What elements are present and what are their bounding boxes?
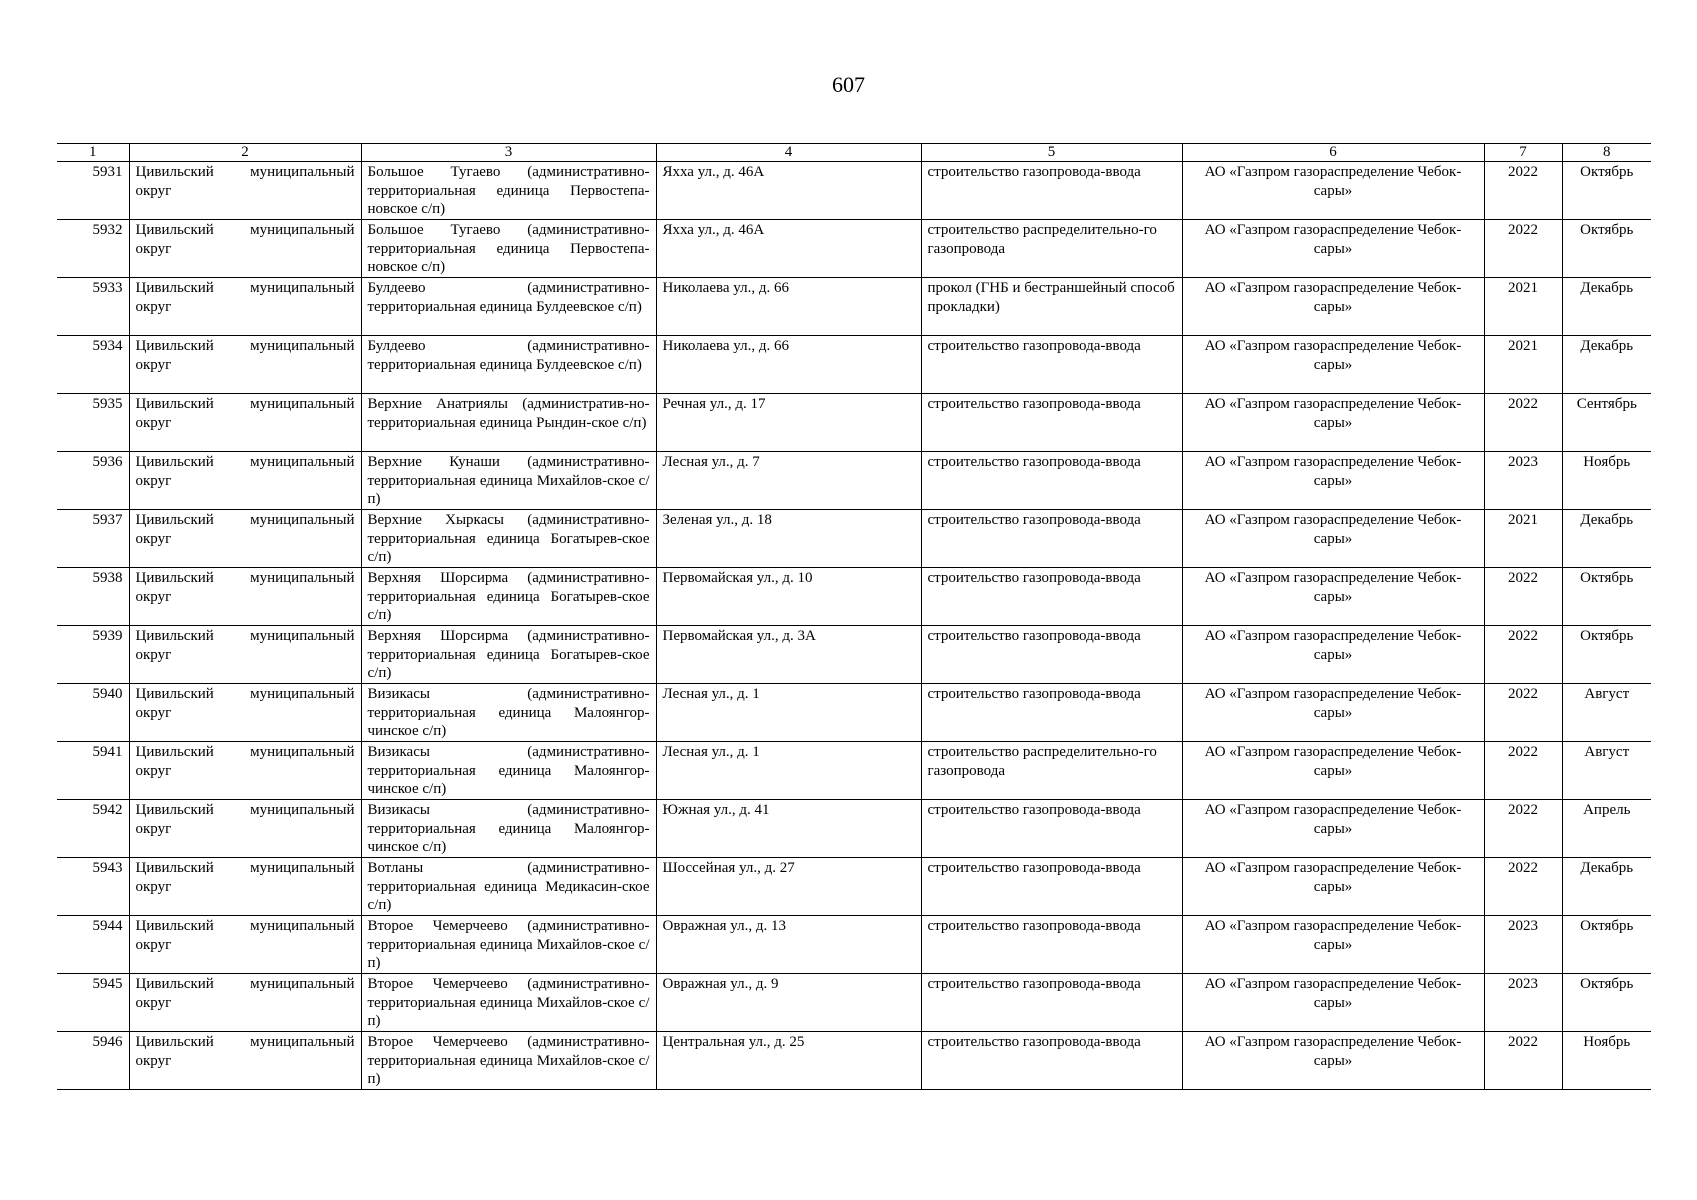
address-cell: Зеленая ул., д. 18 bbox=[656, 510, 921, 568]
district-cell: Цивильский муниципальный округ bbox=[129, 800, 361, 858]
work-type-cell: прокол (ГНБ и бестраншейный способ прокладки) bbox=[921, 278, 1182, 336]
column-header: 4 bbox=[656, 144, 921, 162]
month-cell: Октябрь bbox=[1562, 568, 1651, 626]
month-cell: Октябрь bbox=[1562, 162, 1651, 220]
address-cell: Лесная ул., д. 7 bbox=[656, 452, 921, 510]
column-header: 1 bbox=[57, 144, 129, 162]
district-cell: Цивильский муниципальный округ bbox=[129, 220, 361, 278]
table-row bbox=[57, 510, 1651, 568]
month-cell: Сентябрь bbox=[1562, 394, 1651, 452]
settlement-cell: Верхние Хыркасы (административно-территориальная единица Богатырев-ское с/п) bbox=[361, 510, 656, 568]
work-type-cell: строительство газопровода-ввода bbox=[921, 858, 1182, 916]
table-row bbox=[57, 162, 1651, 220]
organization-cell: АО «Газпром газораспределение Чебок-сары» bbox=[1182, 452, 1484, 510]
table-row bbox=[57, 684, 1651, 742]
year-cell: 2022 bbox=[1484, 626, 1562, 684]
organization-cell: АО «Газпром газораспределение Чебок-сары» bbox=[1182, 684, 1484, 742]
settlement-cell: Визикасы (административно-территориальная единица Малоянгор-чинское с/п) bbox=[361, 684, 656, 742]
work-type-cell: строительство газопровода-ввода bbox=[921, 394, 1182, 452]
table-row bbox=[57, 626, 1651, 684]
organization-cell: АО «Газпром газораспределение Чебок-сары» bbox=[1182, 162, 1484, 220]
row-number: 5937 bbox=[57, 510, 129, 568]
address-cell: Николаева ул., д. 66 bbox=[656, 278, 921, 336]
work-type-cell: строительство газопровода-ввода bbox=[921, 626, 1182, 684]
address-cell: Первомайская ул., д. 10 bbox=[656, 568, 921, 626]
settlement-cell: Второе Чемерчеево (административно-территориальная единица Михайлов-ское с/п) bbox=[361, 974, 656, 1032]
district-cell: Цивильский муниципальный округ bbox=[129, 278, 361, 336]
district-cell: Цивильский муниципальный округ bbox=[129, 394, 361, 452]
work-type-cell: строительство газопровода-ввода bbox=[921, 1032, 1182, 1090]
row-number: 5945 bbox=[57, 974, 129, 1032]
organization-cell: АО «Газпром газораспределение Чебок-сары» bbox=[1182, 858, 1484, 916]
month-cell: Октябрь bbox=[1562, 626, 1651, 684]
month-cell: Декабрь bbox=[1562, 510, 1651, 568]
row-number: 5938 bbox=[57, 568, 129, 626]
month-cell: Август bbox=[1562, 684, 1651, 742]
district-cell: Цивильский муниципальный округ bbox=[129, 974, 361, 1032]
year-cell: 2022 bbox=[1484, 162, 1562, 220]
address-cell: Лесная ул., д. 1 bbox=[656, 684, 921, 742]
address-cell: Шоссейная ул., д. 27 bbox=[656, 858, 921, 916]
organization-cell: АО «Газпром газораспределение Чебок-сары» bbox=[1182, 974, 1484, 1032]
row-number: 5934 bbox=[57, 336, 129, 394]
work-type-cell: строительство газопровода-ввода bbox=[921, 684, 1182, 742]
row-number: 5943 bbox=[57, 858, 129, 916]
table-row bbox=[57, 974, 1651, 1032]
month-cell: Ноябрь bbox=[1562, 452, 1651, 510]
district-cell: Цивильский муниципальный округ bbox=[129, 684, 361, 742]
organization-cell: АО «Газпром газораспределение Чебок-сары» bbox=[1182, 626, 1484, 684]
header-row bbox=[57, 144, 1651, 162]
column-header: 7 bbox=[1484, 144, 1562, 162]
column-header: 5 bbox=[921, 144, 1182, 162]
organization-cell: АО «Газпром газораспределение Чебок-сары» bbox=[1182, 278, 1484, 336]
table-row bbox=[57, 220, 1651, 278]
settlement-cell: Верхняя Шорсирма (административно-территориальная единица Богатырев-ское с/п) bbox=[361, 568, 656, 626]
month-cell: Апрель bbox=[1562, 800, 1651, 858]
work-type-cell: строительство газопровода-ввода bbox=[921, 916, 1182, 974]
district-cell: Цивильский муниципальный округ bbox=[129, 336, 361, 394]
year-cell: 2022 bbox=[1484, 1032, 1562, 1090]
district-cell: Цивильский муниципальный округ bbox=[129, 568, 361, 626]
work-type-cell: строительство распределительно-го газопровода bbox=[921, 742, 1182, 800]
organization-cell: АО «Газпром газораспределение Чебок-сары» bbox=[1182, 800, 1484, 858]
district-cell: Цивильский муниципальный округ bbox=[129, 742, 361, 800]
month-cell: Октябрь bbox=[1562, 916, 1651, 974]
table-row bbox=[57, 278, 1651, 336]
year-cell: 2021 bbox=[1484, 336, 1562, 394]
year-cell: 2021 bbox=[1484, 278, 1562, 336]
work-type-cell: строительство газопровода-ввода bbox=[921, 162, 1182, 220]
column-header: 6 bbox=[1182, 144, 1484, 162]
settlement-cell: Второе Чемерчеево (административно-территориальная единица Михайлов-ское с/п) bbox=[361, 916, 656, 974]
table-row bbox=[57, 336, 1651, 394]
address-cell: Первомайская ул., д. 3А bbox=[656, 626, 921, 684]
address-cell: Южная ул., д. 41 bbox=[656, 800, 921, 858]
column-header: 8 bbox=[1562, 144, 1651, 162]
month-cell: Октябрь bbox=[1562, 974, 1651, 1032]
work-type-cell: строительство газопровода-ввода bbox=[921, 800, 1182, 858]
row-number: 5936 bbox=[57, 452, 129, 510]
row-number: 5931 bbox=[57, 162, 129, 220]
address-cell: Овражная ул., д. 9 bbox=[656, 974, 921, 1032]
address-cell: Центральная ул., д. 25 bbox=[656, 1032, 921, 1090]
year-cell: 2022 bbox=[1484, 858, 1562, 916]
column-header: 3 bbox=[361, 144, 656, 162]
work-type-cell: строительство газопровода-ввода bbox=[921, 510, 1182, 568]
year-cell: 2022 bbox=[1484, 742, 1562, 800]
organization-cell: АО «Газпром газораспределение Чебок-сары» bbox=[1182, 220, 1484, 278]
table-row bbox=[57, 800, 1651, 858]
settlement-cell: Верхние Кунаши (административно-территориальная единица Михайлов-ское с/п) bbox=[361, 452, 656, 510]
settlement-cell: Булдеево (административно-территориальная единица Булдеевское с/п) bbox=[361, 278, 656, 336]
month-cell: Октябрь bbox=[1562, 220, 1651, 278]
settlement-cell: Визикасы (административно-территориальная единица Малоянгор-чинское с/п) bbox=[361, 800, 656, 858]
row-number: 5939 bbox=[57, 626, 129, 684]
row-number: 5935 bbox=[57, 394, 129, 452]
month-cell: Декабрь bbox=[1562, 858, 1651, 916]
month-cell: Ноябрь bbox=[1562, 1032, 1651, 1090]
district-cell: Цивильский муниципальный округ bbox=[129, 452, 361, 510]
address-cell: Николаева ул., д. 66 bbox=[656, 336, 921, 394]
organization-cell: АО «Газпром газораспределение Чебок-сары» bbox=[1182, 1032, 1484, 1090]
row-number: 5940 bbox=[57, 684, 129, 742]
settlement-cell: Булдеево (административно-территориальная единица Булдеевское с/п) bbox=[361, 336, 656, 394]
district-cell: Цивильский муниципальный округ bbox=[129, 916, 361, 974]
row-number: 5933 bbox=[57, 278, 129, 336]
page-number: 607 bbox=[832, 72, 865, 97]
table-row bbox=[57, 1032, 1651, 1090]
year-cell: 2022 bbox=[1484, 394, 1562, 452]
year-cell: 2023 bbox=[1484, 974, 1562, 1032]
table-row bbox=[57, 858, 1651, 916]
settlement-cell: Визикасы (административно-территориальная единица Малоянгор-чинское с/п) bbox=[361, 742, 656, 800]
work-type-cell: строительство газопровода-ввода bbox=[921, 336, 1182, 394]
table-row bbox=[57, 916, 1651, 974]
year-cell: 2022 bbox=[1484, 568, 1562, 626]
row-number: 5941 bbox=[57, 742, 129, 800]
year-cell: 2023 bbox=[1484, 452, 1562, 510]
address-cell: Речная ул., д. 17 bbox=[656, 394, 921, 452]
gasification-table bbox=[57, 143, 1651, 1090]
settlement-cell: Большое Тугаево (административно-территориальная единица Первостепа-новское с/п) bbox=[361, 220, 656, 278]
organization-cell: АО «Газпром газораспределение Чебок-сары» bbox=[1182, 568, 1484, 626]
organization-cell: АО «Газпром газораспределение Чебок-сары» bbox=[1182, 510, 1484, 568]
year-cell: 2023 bbox=[1484, 916, 1562, 974]
column-header: 2 bbox=[129, 144, 361, 162]
district-cell: Цивильский муниципальный округ bbox=[129, 510, 361, 568]
table-row bbox=[57, 394, 1651, 452]
month-cell: Декабрь bbox=[1562, 336, 1651, 394]
month-cell: Декабрь bbox=[1562, 278, 1651, 336]
organization-cell: АО «Газпром газораспределение Чебок-сары» bbox=[1182, 916, 1484, 974]
settlement-cell: Верхние Анатриялы (административ-но-территориальная единица Рындин-ское с/п) bbox=[361, 394, 656, 452]
year-cell: 2021 bbox=[1484, 510, 1562, 568]
year-cell: 2022 bbox=[1484, 220, 1562, 278]
address-cell: Яхха ул., д. 46А bbox=[656, 162, 921, 220]
district-cell: Цивильский муниципальный округ bbox=[129, 162, 361, 220]
organization-cell: АО «Газпром газораспределение Чебок-сары» bbox=[1182, 336, 1484, 394]
district-cell: Цивильский муниципальный округ bbox=[129, 1032, 361, 1090]
row-number: 5942 bbox=[57, 800, 129, 858]
settlement-cell: Вотланы (административно-территориальная единица Медикасин-ское с/п) bbox=[361, 858, 656, 916]
year-cell: 2022 bbox=[1484, 800, 1562, 858]
row-number: 5946 bbox=[57, 1032, 129, 1090]
settlement-cell: Большое Тугаево (административно-территориальная единица Первостепа-новское с/п) bbox=[361, 162, 656, 220]
row-number: 5932 bbox=[57, 220, 129, 278]
settlement-cell: Второе Чемерчеево (административно-территориальная единица Михайлов-ское с/п) bbox=[361, 1032, 656, 1090]
month-cell: Август bbox=[1562, 742, 1651, 800]
year-cell: 2022 bbox=[1484, 684, 1562, 742]
address-cell: Яхха ул., д. 46А bbox=[656, 220, 921, 278]
table-row bbox=[57, 452, 1651, 510]
work-type-cell: строительство газопровода-ввода bbox=[921, 452, 1182, 510]
row-number: 5944 bbox=[57, 916, 129, 974]
work-type-cell: строительство распределительно-го газопровода bbox=[921, 220, 1182, 278]
address-cell: Овражная ул., д. 13 bbox=[656, 916, 921, 974]
table-row bbox=[57, 568, 1651, 626]
organization-cell: АО «Газпром газораспределение Чебок-сары» bbox=[1182, 742, 1484, 800]
district-cell: Цивильский муниципальный округ bbox=[129, 626, 361, 684]
district-cell: Цивильский муниципальный округ bbox=[129, 858, 361, 916]
work-type-cell: строительство газопровода-ввода bbox=[921, 974, 1182, 1032]
organization-cell: АО «Газпром газораспределение Чебок-сары» bbox=[1182, 394, 1484, 452]
table-row bbox=[57, 742, 1651, 800]
address-cell: Лесная ул., д. 1 bbox=[656, 742, 921, 800]
work-type-cell: строительство газопровода-ввода bbox=[921, 568, 1182, 626]
settlement-cell: Верхняя Шорсирма (административно-территориальная единица Богатырев-ское с/п) bbox=[361, 626, 656, 684]
